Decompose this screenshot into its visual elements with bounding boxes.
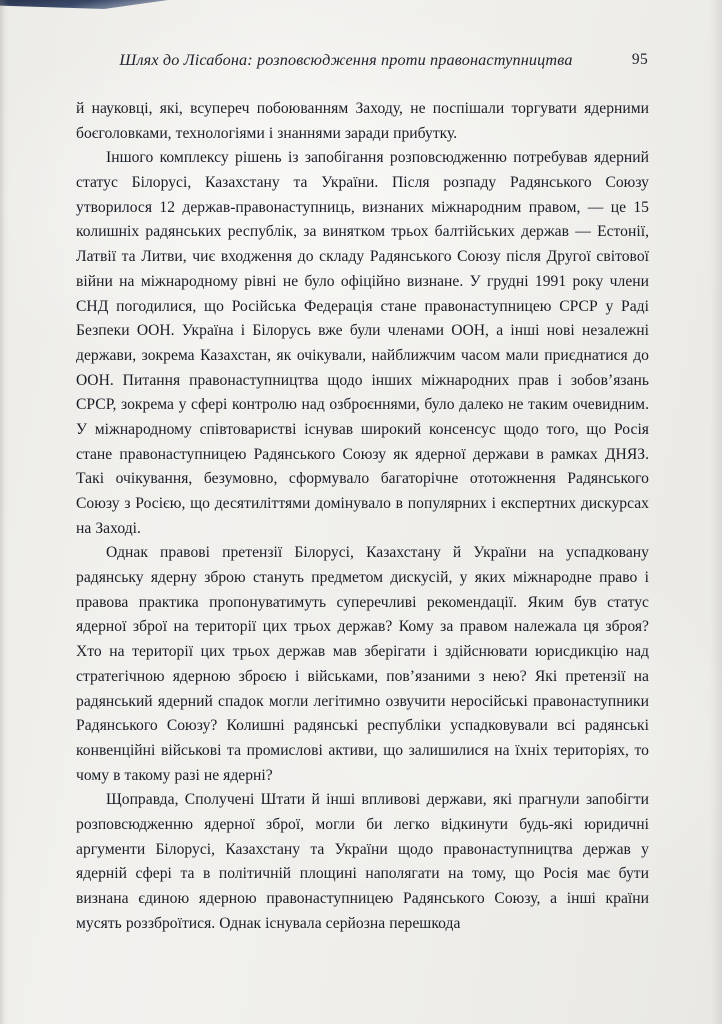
cover-edge-sliver-inner bbox=[0, 0, 96, 5]
page-number: 95 bbox=[631, 51, 648, 68]
running-head-title: Шлях до Лісабона: розповсюдження проти правонаступництва bbox=[119, 51, 573, 69]
page-gutter-shading bbox=[0, 0, 9, 1024]
page-right-edge-shading bbox=[710, 0, 722, 1024]
running-head bbox=[76, 48, 648, 74]
paragraph-us-position: Щоправда, Сполучені Штати й інші впливові держави, які прагнули запобігти розповсюдженню ядерної зброї, могли би легко відкинути будь-які юридичні аргументи Білорусі, Казахстану та України щодо правонаступництва держав у ядерній сфері та в політичній площині наполягати на тому, що Росія має бути визнана єдиною ядерною правонаступницею Радянського Союзу, а інші країни мусять роззброїтися. Однак існувала серйозна перешкода bbox=[76, 791, 649, 932]
body-text-block bbox=[76, 97, 649, 936]
paragraph-legal-claims: Однак правові претензії Білорусі, Казахстану й України на успадковану радянську ядерну зброю стануть предметом дискусій, у яких міжнародне право і правова практика пропонуватимуть суперечливі рекомендації. Яким був статус ядерної зброї на території цих трьох держав? Кому за правом належала ця зброя? Хто на території цих трьох держав мав зберігати і здійснювати юрисдикцію над стратегічною ядерною зброєю і військами, пов’язаними з нею? Які претензії на радянський ядерний спадок могли легітимно озвучити неросійські правонаступники Радянського Союзу? Колишні радянські республіки успадковували всі радянські конвенційні військові та промислові активи, що залишилися на їхніх територіях, то чому в такому разі не ядерні? bbox=[76, 544, 649, 784]
paragraph-continuation: й науковці, які, всупереч побоюванням Заходу, не поспішали торгувати ядерними боєголовками, технологіями і знаннями заради прибутку. bbox=[76, 100, 649, 142]
paragraph-succession-status: Іншого комплексу рішень із запобігання розповсюдженню потребував ядерний статус Білорусі, Казахстану та України. Після розпаду Радянського Союзу утворилося 12 держав-правонаступниць, визнаних міжнародним правом, — це 15 колишніх радянських республік, за винятком трьох балтійських держав — Естонії, Латвії та Литви, чиє входження до складу Радянського Союзу після Другої світової війни на міжнародному рівні не було офіційно визнане. У грудні 1991 року члени СНД погодилися, що Російська Федерація стане правонаступницею СРСР у Раді Безпеки ООН. Україна і Білорусь вже були членами ООН, а інші нові незалежні держави, зокрема Казахстан, як очікували, найближчим часом мали приєднатися до ООН. Питання правонаступництва щодо інших міжнародних прав і зобов’язань СРСР, зокрема у сфері контролю над озброєннями, було далеко не таким очевидним. У міжнародному співтоваристві існував широкий консенсус щодо того, що Росія стане правонаступницею Радянського Союзу як ядерної держави в рамках ДНЯЗ. Такі очікування, безумовно, сформувало багаторічне ототожнення Радянського Союзу з Росією, що десятиліттями домінувало в популярних і експертних дискурсах на Заході. bbox=[76, 149, 649, 537]
cover-edge-sliver bbox=[0, 0, 168, 9]
